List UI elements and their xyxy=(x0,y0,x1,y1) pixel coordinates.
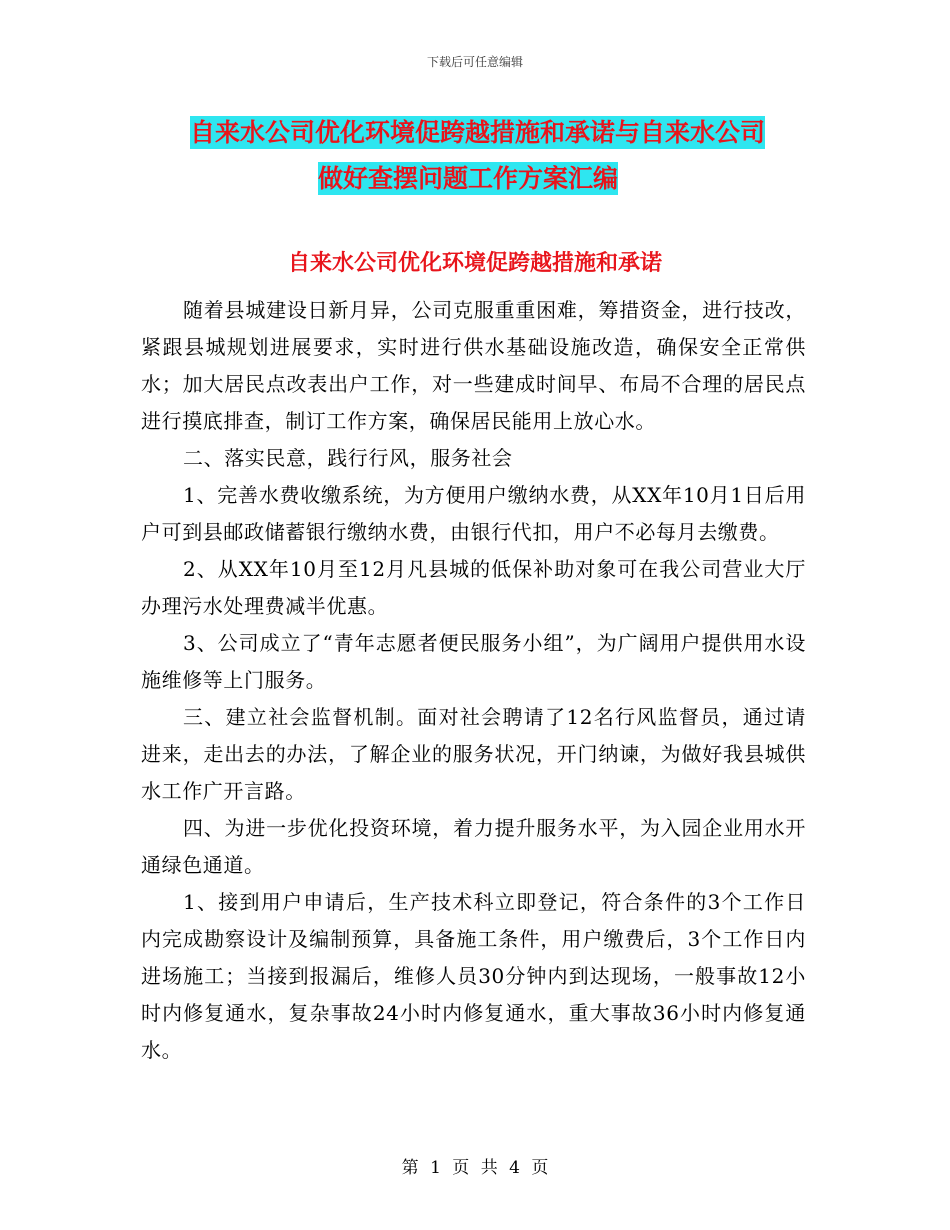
paragraph: 3、公司成立了“青年志愿者便民服务小组”，为广阔用户提供用水设施维修等上门服务。 xyxy=(141,631,806,692)
document-title-line2: 做好查摆问题工作方案汇编 xyxy=(318,164,619,193)
paragraph: 二、落实民意，践行行风，服务社会 xyxy=(183,446,513,470)
document-title xyxy=(190,110,830,202)
paragraph: 2、从XX年10月至12月凡县城的低保补助对象可在我公司营业大厅办理污水处理费减半优惠。 xyxy=(141,557,806,618)
section-title: 自来水公司优化环境促跨越措施和承诺 xyxy=(287,250,662,276)
paragraph: 1、完善水费收缴系统，为方便用户缴纳水费，从XX年10月1日后用户可到县邮政储蓄银行缴纳水费，由银行代扣，用户不必每月去缴费。 xyxy=(141,483,806,544)
page-number-footer: 第 1 页 共 4 页 xyxy=(401,1158,549,1178)
document-body xyxy=(141,292,806,1069)
paragraph: 随着县城建设日新月异，公司克服重重困难，筹措资金，进行技改，紧跟县城规划进展要求，实时进行供水基础设施改造，确保安全正常供水；加大居民点改表出户工作，对一些建成时间早、布局不合理的居民点进行摸底排查，制订工作方案，确保居民能用上放心水。 xyxy=(141,298,806,433)
paragraph: 三、建立社会监督机制。面对社会聘请了12名行风监督员，通过请进来，走出去的办法，了解企业的服务状况，开门纳谏，为做好我县城供水工作广开言路。 xyxy=(141,705,806,803)
header-note: 下载后可任意编辑 xyxy=(426,55,523,69)
paragraph: 四、为进一步优化投资环境，着力提升服务水平，为入园企业用水开通绿色通道。 xyxy=(141,816,806,877)
paragraph: 1、接到用户申请后，生产技术科立即登记，符合条件的3个工作日内完成勘察设计及编制预算，具备施工条件，用户缴费后，3个工作日内进场施工；当接到报漏后，维修人员30分钟内到达现场，一般事故12小时内修复通水，复杂事故24小时内修复通水，重大事故36小时内修复通水。 xyxy=(141,890,806,1062)
document-title-line1: 自来水公司优化环境促跨越措施和承诺与自来水公司 xyxy=(190,118,766,147)
